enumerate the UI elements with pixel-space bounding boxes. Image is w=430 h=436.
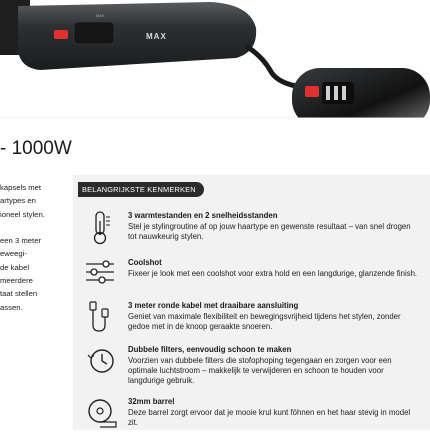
switch-label: MAX xyxy=(96,13,105,18)
clock-icon xyxy=(82,345,120,379)
feature-description: Voorzien van dubbele filters die stofophoping tegengaan en zorgen voor een optimale luchtstroom – makkelijk te verwijderen en schoon te houden voor langdurige gebruik. xyxy=(128,356,392,386)
feature-description: Fixeer je look met een coolshot voor extra hold en een langdurige, glanzende finish. xyxy=(128,269,418,278)
hair-styler-illustration xyxy=(0,0,430,118)
feature-title: 3 meter ronde kabel met draaibare aansluiting xyxy=(128,301,299,310)
left-text-line: assen. xyxy=(0,302,23,312)
sliders-icon xyxy=(82,258,120,292)
left-description xyxy=(0,181,72,314)
left-text-line: ioneel stylen. xyxy=(0,209,45,219)
feature-title: 3 warmtestanden en 2 snelheidsstanden xyxy=(128,211,278,220)
cable-icon xyxy=(82,301,120,335)
feature-description: Geniet van maximale flexibiliteit en bewegingsvrijheid tijdens het stylen, zonder gedoe met in de knoop geraakte snoeren. xyxy=(128,312,401,332)
left-text-line: meerdere xyxy=(0,276,33,286)
features-header-badge: BELANGRIJKSTE KENMERKEN xyxy=(78,182,204,197)
left-text-line xyxy=(0,221,72,234)
left-text-line: de kabel xyxy=(0,262,30,272)
brand-logo: MAX xyxy=(146,32,167,41)
left-text-line: een 3 meter xyxy=(0,236,42,246)
left-text-line: eweegi- xyxy=(0,249,27,259)
wattage-heading: - 1000W xyxy=(0,138,72,159)
feature-description: Deze barrel zorgt ervoor dat je mooie krul kunt föhnen en het haar stevig in model zit. xyxy=(128,408,411,428)
power-indicator xyxy=(54,30,68,39)
left-text-line: kapsels met xyxy=(0,183,42,192)
left-text-line: artypes en xyxy=(0,196,36,206)
feature-description: Stel je stylingroutine af op jouw haartype en gewenste resultaat – van snel drogen tot nauwkeurig stylen. xyxy=(128,222,411,242)
zoom-inset xyxy=(292,68,430,118)
thermometer-icon xyxy=(82,211,120,245)
feature-title: Coolshot xyxy=(128,258,162,267)
product-photo xyxy=(0,0,430,118)
left-text-line: taat stellen xyxy=(0,289,38,299)
measuring-tape-icon xyxy=(82,397,120,431)
feature-title: Dubbele filters, eenvoudig schoon te maken xyxy=(128,345,292,354)
feature-title: 32mm barrel xyxy=(128,397,175,406)
